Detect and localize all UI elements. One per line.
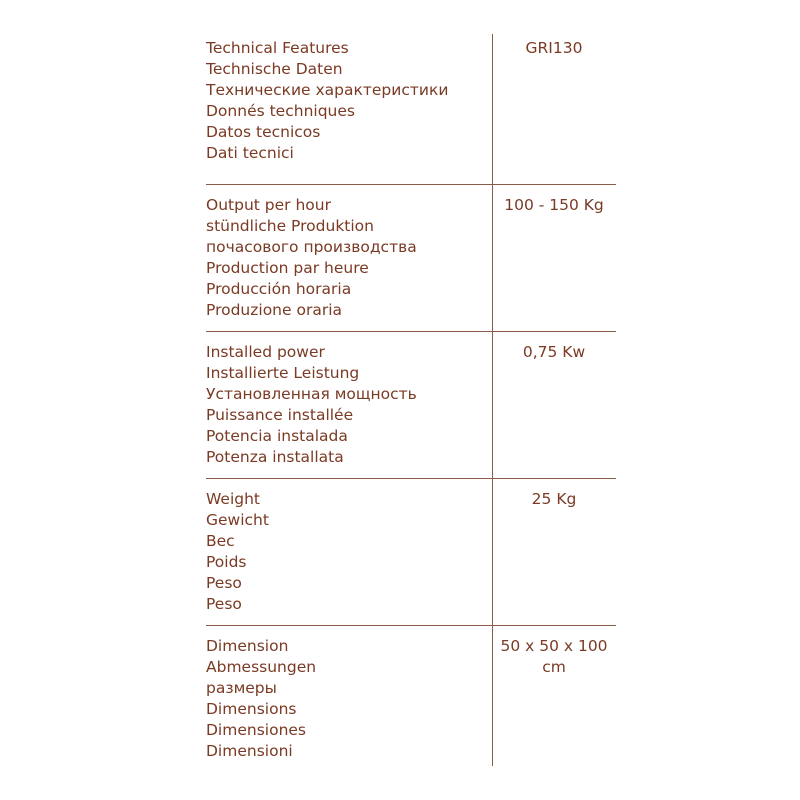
- weight-value: 25 Kg: [531, 490, 577, 508]
- spec-row-output: [206, 185, 616, 332]
- label-ru: Установленная мощность: [206, 385, 417, 403]
- label-de: Gewicht: [206, 511, 269, 529]
- output-value: 100 - 150 Kg: [504, 196, 604, 214]
- label-it: Peso: [206, 595, 242, 613]
- label-es: Dimensiones: [206, 721, 307, 739]
- spec-table: [206, 38, 616, 773]
- label-es: Potencia instalada: [206, 427, 348, 445]
- row-labels: [206, 489, 492, 625]
- label-de: Technische Daten: [206, 60, 343, 78]
- label-ru: Технические характеристики: [206, 81, 449, 99]
- label-de: stündliche Produktion: [206, 217, 374, 235]
- row-value: [492, 342, 616, 478]
- label-en: Dimension: [206, 637, 289, 655]
- row-value: [492, 636, 616, 773]
- row-labels: [206, 38, 492, 184]
- dimension-value: 50 x 50 x 100: [500, 637, 608, 655]
- label-fr: Production par heure: [206, 259, 369, 277]
- label-es: Producción horaria: [206, 280, 352, 298]
- row-labels: [206, 342, 492, 478]
- row-value: [492, 38, 616, 184]
- label-it: Dimensioni: [206, 742, 293, 760]
- spec-row-power: [206, 332, 616, 479]
- row-value: [492, 195, 616, 331]
- power-value: 0,75 Kw: [522, 343, 586, 361]
- label-en: Output per hour: [206, 196, 331, 214]
- label-fr: Puissance installée: [206, 406, 354, 424]
- row-labels: [206, 636, 492, 773]
- label-en: Weight: [206, 490, 261, 508]
- row-value: [492, 489, 616, 625]
- label-de: Installierte Leistung: [206, 364, 360, 382]
- label-it: Potenza installata: [206, 448, 344, 466]
- model-value: GRI130: [525, 39, 583, 57]
- spec-row-technical-features: [206, 38, 616, 185]
- label-it: Produzione oraria: [206, 301, 342, 319]
- spec-row-dimension: [206, 626, 616, 773]
- label-en: Installed power: [206, 343, 325, 361]
- label-ru: Вес: [206, 532, 235, 550]
- label-fr: Poids: [206, 553, 247, 571]
- label-es: Datos tecnicos: [206, 123, 321, 141]
- label-fr: Donnés techniques: [206, 102, 355, 120]
- spec-row-weight: [206, 479, 616, 626]
- dimension-unit: cm: [542, 658, 566, 676]
- label-ru: размеры: [206, 679, 277, 697]
- label-ru: почасового производства: [206, 238, 417, 256]
- label-fr: Dimensions: [206, 700, 297, 718]
- row-labels: [206, 195, 492, 331]
- label-it: Dati tecnici: [206, 144, 294, 162]
- label-de: Abmessungen: [206, 658, 317, 676]
- label-es: Peso: [206, 574, 242, 592]
- label-en: Technical Features: [206, 39, 349, 57]
